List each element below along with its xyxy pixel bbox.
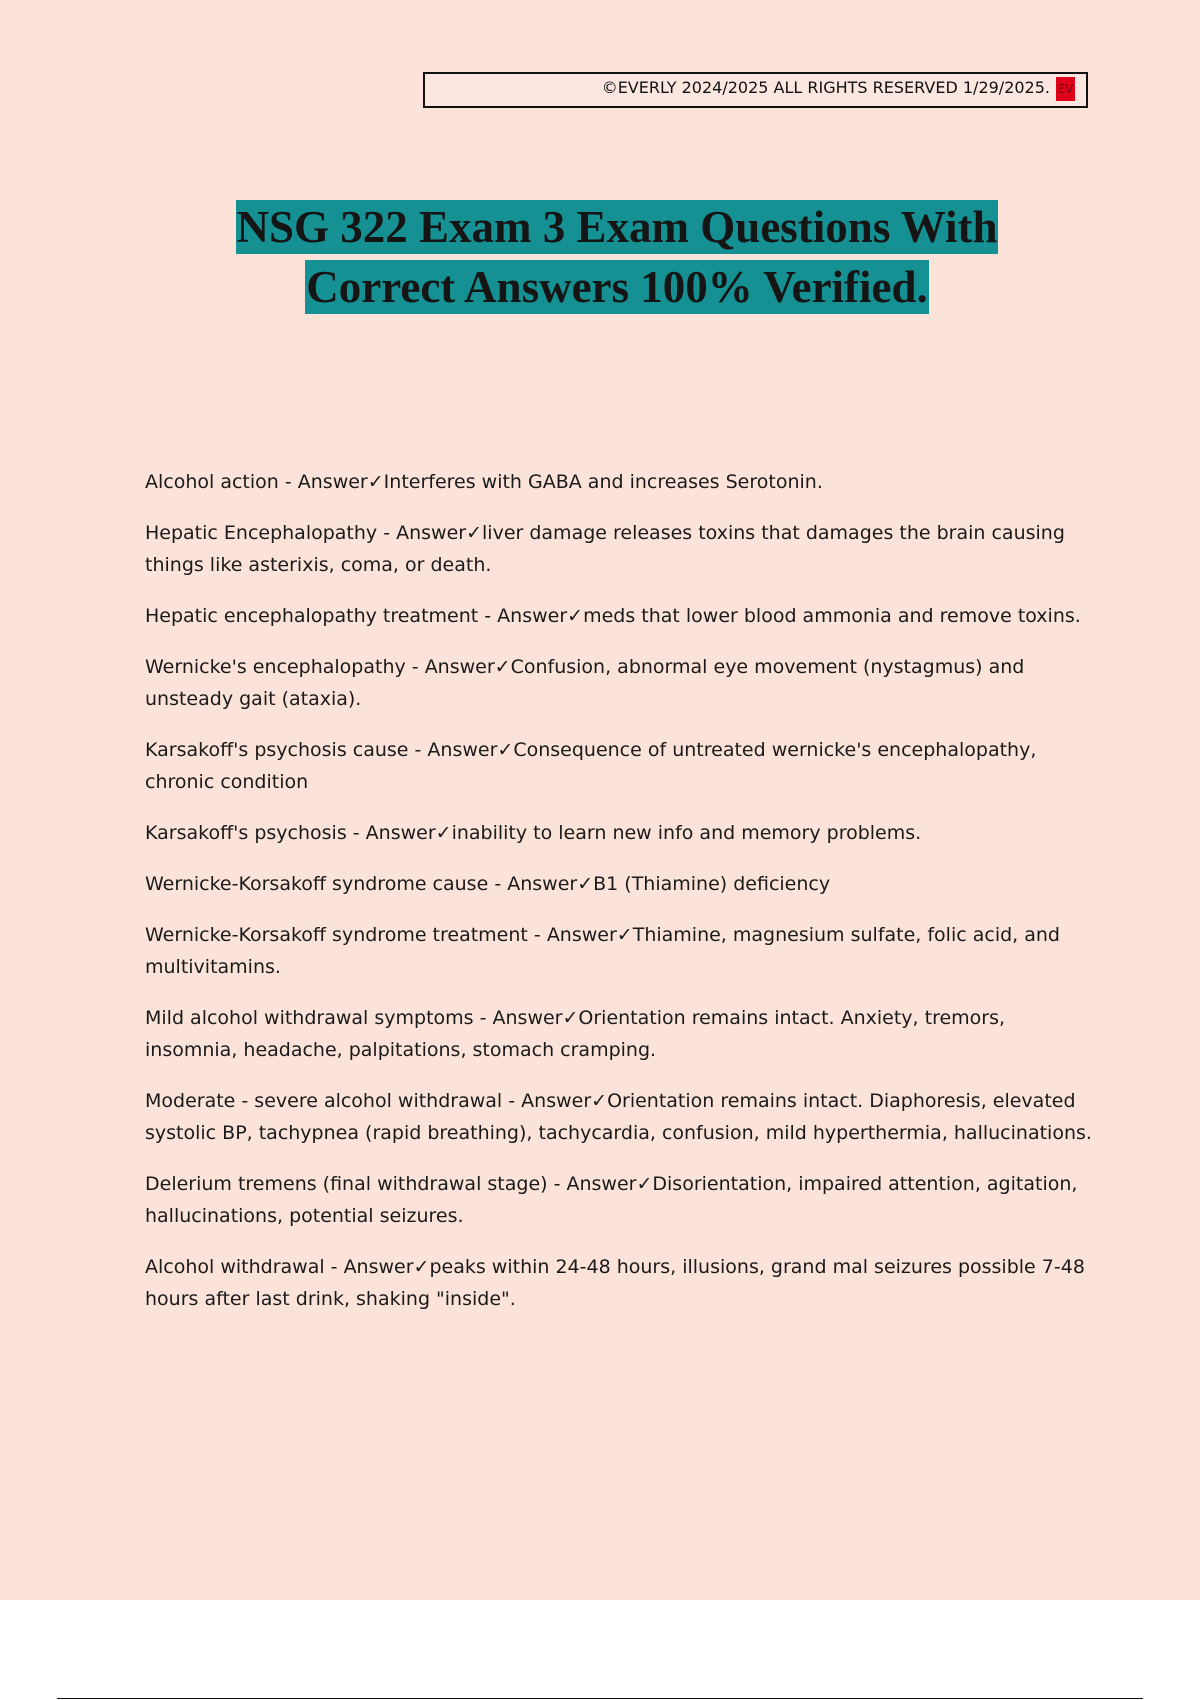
qa-answer: Orientation remains intact. Anxiety, tremors, insomnia, headache, palpitations, stomach cramping. bbox=[145, 1007, 1006, 1061]
answer-label: Answer bbox=[566, 1173, 637, 1195]
qa-item: Moderate - severe alcohol withdrawal - Answer✓Orientation remains intact. Diaphoresis, elevated systolic BP, tachypnea (rapid breathing), tachycardia, confusion, mild hyperthermia, hallucinations. bbox=[145, 1090, 1092, 1144]
qa-item: Hepatic encephalopathy treatment - Answer✓meds that lower blood ammonia and remove toxins. bbox=[145, 605, 1081, 627]
check-mark-icon: ✓ bbox=[636, 1173, 653, 1195]
answer-label: Answer bbox=[546, 924, 617, 946]
check-mark-icon: ✓ bbox=[435, 822, 452, 844]
qa-item: Delerium tremens (final withdrawal stage) - Answer✓Disorientation, impaired attention, agitation, hallucinations, potential seizures. bbox=[145, 1173, 1078, 1227]
qa-item: Alcohol withdrawal - Answer✓peaks within 24-48 hours, illusions, grand mal seizures possible 7-48 hours after last drink, shaking "inside". bbox=[145, 1256, 1085, 1310]
answer-label: Answer bbox=[427, 739, 498, 761]
qa-term: Moderate - severe alcohol withdrawal bbox=[145, 1090, 503, 1112]
qa-answer: liver damage releases toxins that damages the brain causing things like asterixis, coma, or death. bbox=[145, 522, 1065, 576]
qa-item: Wernicke's encephalopathy - Answer✓Confusion, abnormal eye movement (nystagmus) and unsteady gait (ataxia). bbox=[145, 656, 1025, 710]
answer-label: Answer bbox=[297, 471, 368, 493]
qa-answer: Interferes with GABA and increases Serotonin. bbox=[383, 471, 823, 493]
qa-item: Alcohol action - Answer✓Interferes with GABA and increases Serotonin. bbox=[145, 471, 823, 493]
qa-term: Alcohol action bbox=[145, 471, 279, 493]
qa-term: Wernicke-Korsakoff syndrome treatment bbox=[145, 924, 528, 946]
check-mark-icon: ✓ bbox=[367, 471, 384, 493]
answer-label: Answer bbox=[497, 605, 568, 627]
qa-term: Delerium tremens (final withdrawal stage) bbox=[145, 1173, 548, 1195]
answer-label: Answer bbox=[492, 1007, 563, 1029]
qa-answer: Orientation remains intact. Diaphoresis, elevated systolic BP, tachypnea (rapid breathing), tachycardia, confusion, mild hyperthermia, hallucinations. bbox=[145, 1090, 1092, 1144]
check-mark-icon: ✓ bbox=[494, 656, 511, 678]
answer-label: Answer bbox=[507, 873, 578, 895]
qa-answer: B1 (Thiamine) deficiency bbox=[593, 873, 831, 895]
check-mark-icon: ✓ bbox=[562, 1007, 579, 1029]
answer-label: Answer bbox=[396, 522, 467, 544]
check-mark-icon: ✓ bbox=[591, 1090, 608, 1112]
qa-list bbox=[145, 466, 1095, 1334]
qa-term: Wernicke's encephalopathy bbox=[145, 656, 406, 678]
footer-divider bbox=[57, 1698, 1143, 1699]
answer-label: Answer bbox=[365, 822, 436, 844]
copyright-text: ©EVERLY 2024/2025 ALL RIGHTS RESERVED 1/29/2025. bbox=[601, 78, 1050, 97]
qa-answer: Confusion, abnormal eye movement (nystagmus) and unsteady gait (ataxia). bbox=[145, 656, 1025, 710]
ev-badge: EV bbox=[1056, 77, 1075, 101]
qa-item: Wernicke-Korsakoff syndrome treatment - Answer✓Thiamine, magnesium sulfate, folic acid, and multivitamins. bbox=[145, 924, 1060, 978]
qa-term: Alcohol withdrawal bbox=[145, 1256, 325, 1278]
qa-term: Hepatic encephalopathy treatment bbox=[145, 605, 479, 627]
qa-answer: meds that lower blood ammonia and remove toxins. bbox=[583, 605, 1081, 627]
qa-term: Karsakoff's psychosis cause bbox=[145, 739, 409, 761]
check-mark-icon: ✓ bbox=[577, 873, 594, 895]
document-title bbox=[0, 200, 1200, 314]
copyright-header bbox=[423, 72, 1088, 108]
check-mark-icon: ✓ bbox=[616, 924, 633, 946]
qa-term: Mild alcohol withdrawal symptoms bbox=[145, 1007, 474, 1029]
answer-label: Answer bbox=[424, 656, 495, 678]
qa-answer: Consequence of untreated wernicke's encephalopathy, chronic condition bbox=[145, 739, 1037, 793]
qa-answer: Thiamine, magnesium sulfate, folic acid, and multivitamins. bbox=[145, 924, 1060, 978]
title-line-1: NSG 322 Exam 3 Exam Questions With bbox=[236, 202, 998, 252]
qa-answer: peaks within 24-48 hours, illusions, grand mal seizures possible 7-48 hours after last drink, shaking "inside". bbox=[145, 1256, 1085, 1310]
qa-term: Hepatic Encephalopathy bbox=[145, 522, 378, 544]
qa-item: Mild alcohol withdrawal symptoms - Answer✓Orientation remains intact. Anxiety, tremors, insomnia, headache, palpitations, stomach cramping. bbox=[145, 1007, 1006, 1061]
answer-label: Answer bbox=[343, 1256, 414, 1278]
title-line-2: Correct Answers 100% Verified. bbox=[306, 262, 928, 312]
qa-answer: inability to learn new info and memory problems. bbox=[451, 822, 922, 844]
answer-label: Answer bbox=[521, 1090, 592, 1112]
check-mark-icon: ✓ bbox=[567, 605, 584, 627]
check-mark-icon: ✓ bbox=[497, 739, 514, 761]
check-mark-icon: ✓ bbox=[466, 522, 483, 544]
check-mark-icon: ✓ bbox=[413, 1256, 430, 1278]
qa-item: Karsakoff's psychosis - Answer✓inability to learn new info and memory problems. bbox=[145, 822, 922, 844]
qa-answer: Disorientation, impaired attention, agitation, hallucinations, potential seizures. bbox=[145, 1173, 1078, 1227]
qa-term: Wernicke-Korsakoff syndrome cause bbox=[145, 873, 489, 895]
qa-item: Wernicke-Korsakoff syndrome cause - Answer✓B1 (Thiamine) deficiency bbox=[145, 873, 831, 895]
qa-term: Karsakoff's psychosis bbox=[145, 822, 347, 844]
qa-item: Karsakoff's psychosis cause - Answer✓Consequence of untreated wernicke's encephalopathy, chronic condition bbox=[145, 739, 1037, 793]
qa-item: Hepatic Encephalopathy - Answer✓liver damage releases toxins that damages the brain causing things like asterixis, coma, or death. bbox=[145, 522, 1065, 576]
